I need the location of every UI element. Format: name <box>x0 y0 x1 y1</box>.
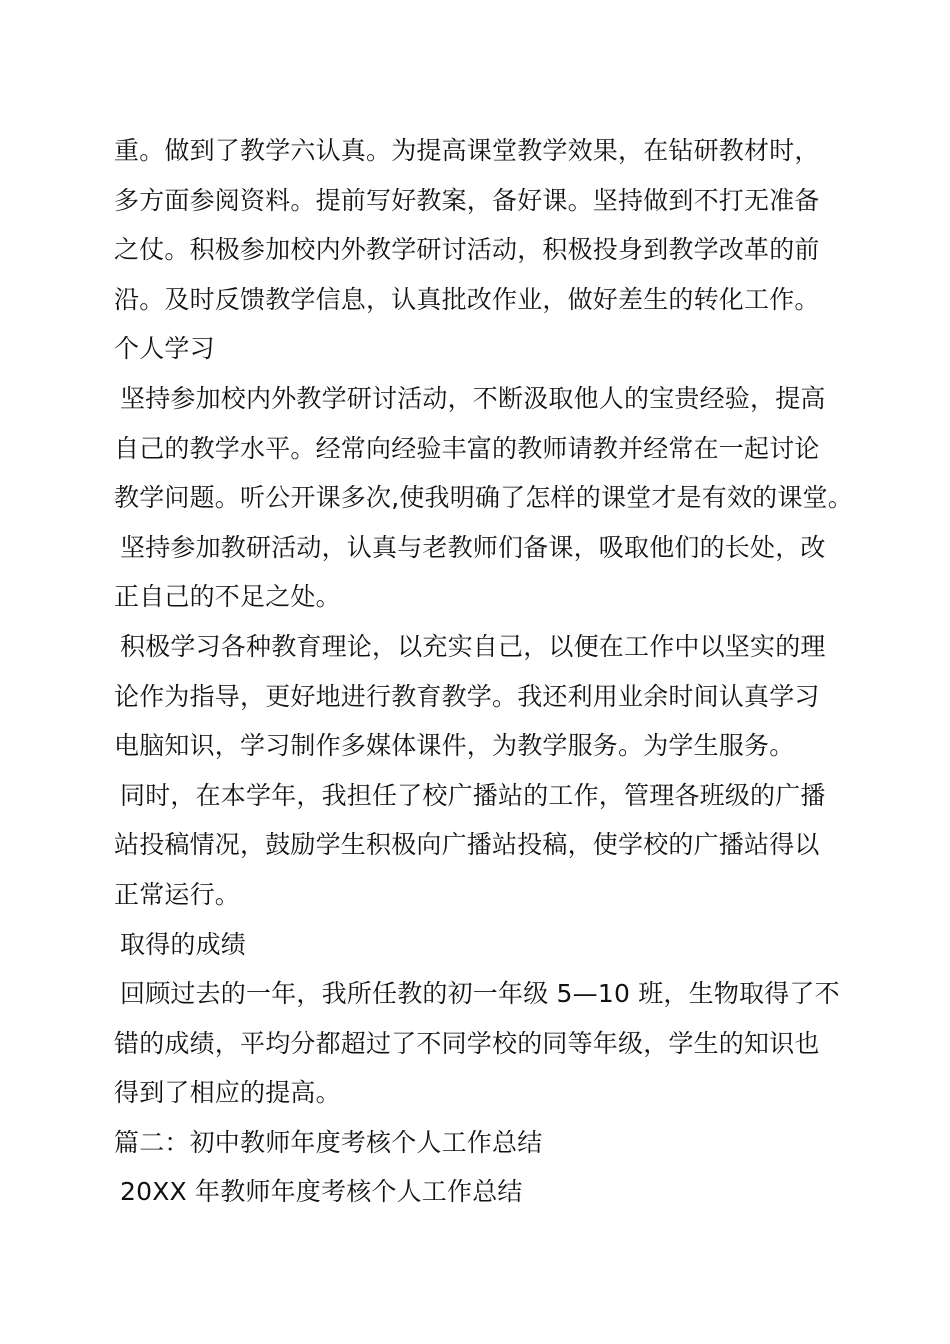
paragraph-line: 多方面参阅资料。提前写好教案，备好课。坚持做到不打无准备 <box>114 185 820 215</box>
paragraph-line: 教学问题。听公开课多次,使我明确了怎样的课堂才是有效的课堂。 <box>114 483 853 513</box>
article-title-part-two: 篇二：初中教师年度考核个人工作总结 <box>114 1127 543 1157</box>
paragraph-line: 正自己的不足之处。 <box>114 582 341 612</box>
document-body <box>114 126 853 1217</box>
paragraph-line: 重。做到了教学六认真。为提高课堂教学效果，在钻研教材时， <box>114 136 820 165</box>
paragraph-line: 坚持参加教研活动，认真与老教师们备课，吸取他们的长处，改 <box>120 532 826 562</box>
section-heading-achievements: 取得的成绩 <box>120 929 247 959</box>
paragraph-line: 沿。及时反馈教学信息，认真批改作业，做好差生的转化工作。 <box>114 284 820 314</box>
section-heading-personal-study: 个人学习 <box>114 334 215 364</box>
paragraph-line: 自己的教学水平。经常向经验丰富的教师请教并经常在一起讨论 <box>114 433 820 463</box>
article-subtitle: 20XX 年教师年度考核个人工作总结 <box>120 1177 523 1207</box>
paragraph-line: 站投稿情况，鼓励学生积极向广播站投稿，使学校的广播站得以 <box>114 830 820 860</box>
paragraph-line: 回顾过去的一年，我所任教的初一年级 5—10 班，生物取得了不 <box>120 979 840 1009</box>
paragraph-line: 同时，在本学年，我担任了校广播站的工作，管理各班级的广播 <box>120 780 826 810</box>
paragraph-line: 正常运行。 <box>114 879 241 909</box>
paragraph-line: 论作为指导，更好地进行教育教学。我还利用业余时间认真学习 <box>114 681 820 711</box>
paragraph-line: 得到了相应的提高。 <box>114 1078 341 1108</box>
paragraph-line: 电脑知识，学习制作多媒体课件，为教学服务。为学生服务。 <box>114 731 795 761</box>
paragraph-line: 错的成绩，平均分都超过了不同学校的同等年级，学生的知识也 <box>114 1028 820 1058</box>
paragraph-line: 坚持参加校内外教学研讨活动，不断汲取他人的宝贵经验，提高 <box>120 383 826 413</box>
paragraph-line: 积极学习各种教育理论，以充实自己，以便在工作中以坚实的理 <box>120 631 826 661</box>
paragraph-line: 之仗。积极参加校内外教学研讨活动，积极投身到教学改革的前 <box>114 235 820 265</box>
